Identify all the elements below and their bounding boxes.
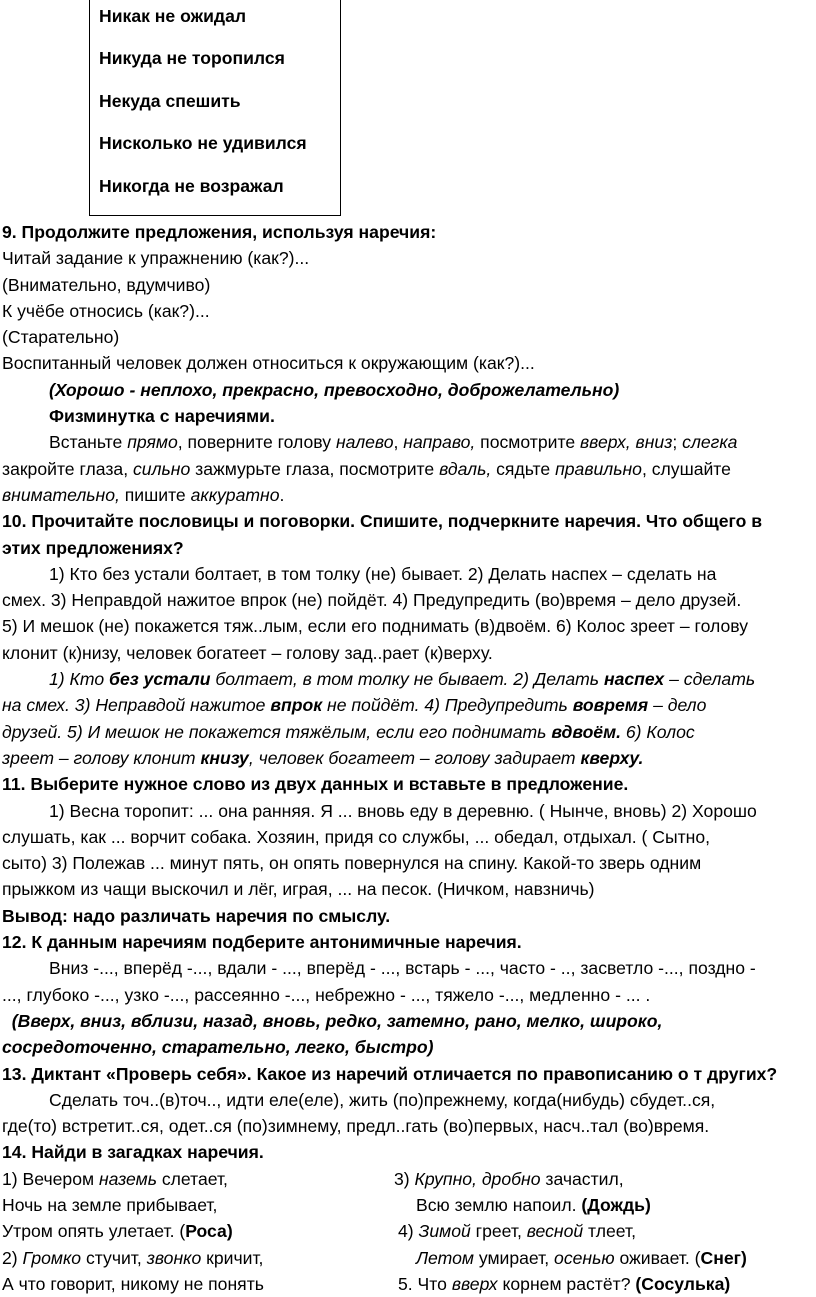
task11-conclusion: Вывод: надо различать наречия по смыслу. [2,905,391,926]
physmin-line [2,482,814,508]
box-line: Никуда не торопился [99,48,285,68]
text: на смех. 3) Неправдой нажитое [2,695,271,716]
text: закройте глаза, [2,458,133,479]
task10-answer [2,719,814,745]
text: – дело [648,695,707,716]
text: греет, [470,1221,527,1242]
task9-line: Воспитанный человек должен относиться к окружающим (как?)... [2,353,535,374]
text: зажмурьте глаза, посмотрите [190,458,440,479]
text: Встаньте [49,432,128,453]
text: , [393,432,404,453]
task13-line: где(то) встретит..ся, одет..ся (по)зимнему, предл..гать (во)первых, насч..тал (во)время. [2,1116,710,1137]
adverb: книзу [200,747,249,768]
task12-answer: сосредоточенно, старательно, легко, быстро) [2,1037,434,1058]
task9-line: (Старательно) [2,327,120,348]
riddle-left: А что говорит, никому не понять [2,1273,264,1294]
riddle-right [394,1166,624,1192]
task11-line: сыто) 3) Полежав ... минут пять, он опять повернулся на спину. Какой-то зверь одним [2,853,702,874]
task13-line: Сделать точ..(в)точ.., идти еле(еле), жить (по)прежнему, когда(нибудь) сбудет..ся, [49,1089,716,1110]
adverb: Летом [416,1247,474,1268]
text: 6) Колос [621,721,695,742]
text: , слушайте [641,458,731,479]
task11-title: 11. Выберите нужное слово из двух данных и вставьте в предложение. [2,774,629,795]
text: пишите [119,484,191,505]
text: слетает, [156,1168,228,1189]
task10-line: клонит (к)низу, человек богатеет – голову зад..рает (к)верху. [2,642,493,663]
text: тлеет, [583,1221,636,1242]
riddle-left [2,1169,228,1189]
adverb: прямо [127,432,178,453]
riddle-answer: Снег) [700,1247,747,1268]
text: оживает. ( [614,1247,701,1268]
adverb: Громко [22,1247,82,1268]
task13-title: 13. Диктант «Проверь себя». Какое из наречий отличается по правописанию о т других? [2,1063,778,1084]
task10-title: 10. Прочитайте пословицы и поговорки. Спишите, подчеркните наречия. Что общего в [2,511,763,532]
text: – сделать [664,669,756,690]
physmin-line [2,429,814,455]
adverb: аккуратно [190,484,280,505]
document-body [2,219,814,1297]
task10-line: 5) И мешок (не) покажется тяж..лым, если его поднимать (в)двоём. 6) Колос зреет – голову [2,616,748,637]
text: стучит, [81,1247,147,1268]
text: . [279,484,285,505]
riddle-right [398,1271,730,1297]
box-line: Никогда не возражал [99,176,284,196]
task10-answer [2,692,814,718]
adverb: правильно [555,458,642,479]
text: посмотрите [475,432,580,453]
adverb: вовремя [572,695,649,716]
box-line: Никак не ожидал [99,6,247,26]
task14-title: 14. Найди в загадках наречия. [2,1142,264,1163]
riddle-left [2,1248,263,1268]
riddle-right [398,1218,636,1244]
box-line: Некуда спешить [99,91,241,111]
task10-line: смех. 3) Неправдой нажитое впрок (не) пойдёт. 4) Предупредить (во)время – дело друзей. [2,590,742,611]
text: , поверните голову [177,432,336,453]
adverb: вверх [451,1273,498,1294]
text: болтает, в том толку не бывает. 2) Делать [210,669,604,690]
riddle-answer: (Дождь) [581,1194,651,1215]
adverb: звонко [146,1247,202,1268]
riddle-answer: Роса) [185,1221,233,1242]
riddle-left [2,1221,233,1241]
riddle-row [2,1192,814,1218]
text: 1) Вечером [2,1168,99,1189]
text: 1) Кто [49,669,110,690]
adverb: Зимой [418,1221,471,1242]
task12-line: Вниз -..., вперёд -..., вдали - ..., вперёд - ..., встарь - ..., часто - .., засветло -..., поздно - [49,958,756,979]
text: зачастил, [540,1168,624,1189]
physmin-line [2,456,814,482]
task10-answer [2,666,814,692]
text: 2) [2,1247,23,1268]
text: корнем растёт? [497,1273,636,1294]
adverb: без устали [109,669,211,690]
task12-line: ..., глубоко -..., узко -..., рассеянно -..., небрежно - ..., тяжело -..., медленно - ... . [2,984,651,1005]
text: , человек богатеет – голову задирает [248,747,581,768]
adverb: наспех [603,669,665,690]
task11-line: 1) Весна торопит: ... она ранняя. Я ... вновь еду в деревню. ( Нынче, вновь) 2) Хорошо [49,800,757,821]
task10-line: 1) Кто без устали болтает, в том толку (не) бывает. 2) Делать наспех – сделать на [49,563,717,584]
text: Всю землю напоил. [416,1194,582,1215]
task11-line: слушать, как ... ворчит собака. Хозяин, придя со службы, ... обедал, отдыхал. ( Сытно, [2,826,711,847]
adverb: наземь [98,1168,157,1189]
text: 5. Что [398,1273,452,1294]
task12-answer: (Вверх, вниз, вблизи, назад, вновь, редко, затемно, рано, мелко, широко, [2,1010,663,1031]
text: сядьте [491,458,556,479]
text: друзей. 5) И мешок не покажется тяжёлым, если его поднимать [2,721,552,742]
text: зреет – голову клонит [2,747,201,768]
task10-title: этих предложениях? [2,537,184,558]
task10-answer [2,745,814,771]
adverb: сильно [133,458,191,479]
box-line: Нисколько не удивился [99,133,307,153]
task9-line: Читай задание к упражнению (как?)... [2,248,310,269]
adverb: вдвоём. [551,721,621,742]
adverb: направо, [403,432,476,453]
adverb: осенью [554,1247,615,1268]
words-table-cell [89,0,341,216]
text: 3) [394,1168,415,1189]
adverb: кверху. [580,747,644,768]
text: кричит, [201,1247,264,1268]
task9-title: 9. Продолжите предложения, используя наречия: [2,222,437,242]
adverb: весной [526,1221,584,1242]
task11-line: прыжком из чащи выскочил и лёг, играя, ... на песок. (Ничком, навзничь) [2,879,595,900]
riddle-row [2,1166,814,1192]
adverb: налево [335,432,394,453]
adverb: вдаль, [439,458,492,479]
riddle-answer: (Сосулька) [635,1273,731,1294]
text: ; [672,432,683,453]
adverb: слегка [682,432,738,453]
text: умирает, [473,1247,555,1268]
riddle-right [416,1192,651,1218]
physmin-title: Физминутка с наречиями. [49,406,275,427]
riddle-row [2,1271,814,1297]
text: не пойдёт. 4) Предупредить [322,695,573,716]
text: 4) [398,1221,419,1242]
task9-line: К учёбе относись (как?)... [2,300,210,321]
riddle-row [2,1218,814,1244]
task9-line: (Внимательно, вдумчиво) [2,274,211,295]
riddle-left: Ночь на земле прибывает, [2,1194,218,1215]
adverb: вверх, вниз [580,432,673,453]
adverb: внимательно, [2,484,120,505]
task12-title: 12. К данным наречиям подберите антонимичные наречия. [2,932,522,953]
text: Утром опять улетает. ( [2,1221,186,1242]
task9-answer: (Хорошо - неплохо, прекрасно, превосходно, доброжелательно) [49,379,620,400]
adverb: впрок [270,695,323,716]
adverb: Крупно, дробно [414,1168,541,1189]
